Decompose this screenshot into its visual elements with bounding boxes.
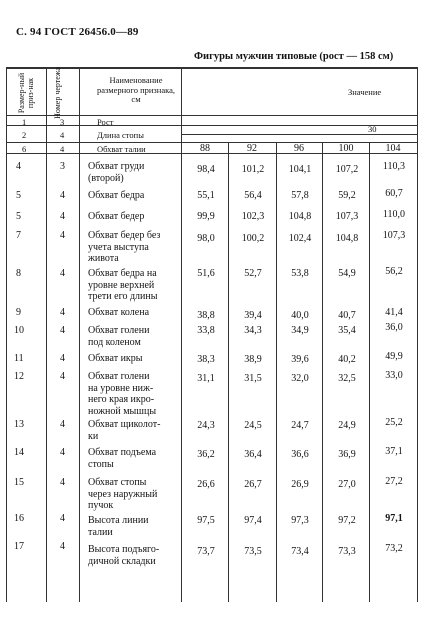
- cell: 35,4: [338, 325, 356, 336]
- cell: 24,7: [291, 420, 309, 431]
- cell: 41,4: [385, 307, 403, 318]
- cell: 26,9: [291, 479, 309, 490]
- row-name: Обхват бедра на уровне верхней трети его длины: [88, 268, 158, 302]
- row-figure: 4: [60, 307, 65, 318]
- cell: 59,2: [338, 190, 356, 201]
- cell: 56,4: [244, 190, 262, 201]
- row-index: 13: [14, 419, 24, 430]
- head-figure: Номер чертежа: [53, 67, 62, 119]
- waist-size-2: 92: [247, 143, 257, 154]
- column-rule: [46, 67, 47, 602]
- cell: 104,1: [288, 164, 312, 175]
- cell: 52,7: [244, 268, 262, 279]
- row-1-index: 1: [22, 117, 27, 127]
- row-figure: 4: [60, 371, 65, 382]
- cell: 56,2: [385, 266, 403, 277]
- row-name: Обхват бедер: [88, 211, 145, 222]
- column-rule: [322, 142, 323, 602]
- cell: 33,0: [385, 370, 403, 381]
- cell: 100,2: [241, 233, 265, 244]
- row-rule: [6, 125, 418, 126]
- row-name: Высота линии талии: [88, 515, 149, 538]
- cell: 51,6: [197, 268, 215, 279]
- column-rule: [181, 67, 182, 602]
- row-index: 11: [14, 353, 24, 364]
- cell: 38,3: [197, 354, 215, 365]
- row-index: 5: [16, 190, 21, 201]
- cell: 73,2: [385, 543, 403, 554]
- cell: 40,0: [291, 310, 309, 321]
- cell: 98,0: [197, 233, 215, 244]
- cell: 97,5: [197, 515, 215, 526]
- cell: 110,3: [382, 161, 406, 172]
- cell: 36,0: [385, 322, 403, 333]
- row-2-index: 2: [22, 130, 27, 140]
- cell: 73,5: [244, 546, 262, 557]
- row-figure: 4: [60, 353, 65, 364]
- row-name: Обхват икры: [88, 353, 143, 364]
- cell: 107,3: [382, 230, 406, 241]
- column-rule: [228, 142, 229, 602]
- column-rule: [276, 142, 277, 602]
- row-index: 9: [16, 307, 21, 318]
- row-2-figure: 4: [60, 130, 65, 140]
- cell: 27,0: [338, 479, 356, 490]
- row-1-name: Рост: [97, 117, 114, 127]
- cell: 40,7: [338, 310, 356, 321]
- row-figure: 4: [60, 419, 65, 430]
- head-name: Наименование размерного признака, см: [96, 75, 176, 104]
- cell: 39,6: [291, 354, 309, 365]
- row-name: Обхват подъема стопы: [88, 447, 157, 470]
- row-index: 8: [16, 268, 21, 279]
- row-figure: 4: [60, 211, 65, 222]
- row-figure: 4: [60, 190, 65, 201]
- cell: 60,7: [385, 188, 403, 199]
- cell: 36,6: [291, 449, 309, 460]
- cell: 54,9: [338, 268, 356, 279]
- cell: 107,2: [335, 164, 359, 175]
- row-index: 10: [14, 325, 24, 336]
- row-name: Обхват щиколот- ки: [88, 419, 161, 442]
- cell: 25,2: [385, 417, 403, 428]
- cell: 33,8: [197, 325, 215, 336]
- cell: 107,3: [335, 211, 359, 222]
- page-header: С. 94 ГОСТ 26456.0—89: [16, 26, 139, 38]
- row-name: Высота подъяго- дичной складки: [88, 544, 160, 567]
- row-name: Обхват бедра: [88, 190, 145, 201]
- row-name: Обхват бедер без учета выступа живота: [88, 230, 161, 264]
- row-figure: 4: [60, 513, 65, 524]
- row-2-value: 30: [368, 124, 377, 134]
- row-name: Обхват колена: [88, 307, 150, 318]
- cell: 99,9: [197, 211, 215, 222]
- cell: 34,3: [244, 325, 262, 336]
- cell: 98,4: [197, 164, 215, 175]
- cell: 55,1: [197, 190, 215, 201]
- row-2-name: Длина стопы: [97, 130, 144, 140]
- cell: 38,8: [197, 310, 215, 321]
- row-figure: 4: [60, 268, 65, 279]
- cell: 26,6: [197, 479, 215, 490]
- cell: 110,0: [382, 209, 406, 220]
- column-rule: [417, 67, 418, 602]
- waist-size-3: 96: [294, 143, 304, 154]
- cell: 32,0: [291, 373, 309, 384]
- row-index: 15: [14, 477, 24, 488]
- cell: 97,3: [291, 515, 309, 526]
- cell: 36,4: [244, 449, 262, 460]
- row-figure: 4: [60, 230, 65, 241]
- waist-size-4: 100: [338, 143, 354, 154]
- row-name: Обхват голени под коленом: [88, 325, 150, 348]
- cell: 53,8: [291, 268, 309, 279]
- row-figure: 4: [60, 447, 65, 458]
- row-index: 16: [14, 513, 24, 524]
- cell: 104,8: [335, 233, 359, 244]
- column-rule: [79, 67, 80, 602]
- cell: 97,2: [338, 515, 356, 526]
- cell: 97,1: [385, 513, 403, 524]
- row-6-figure: 4: [60, 144, 65, 154]
- cell: 34,9: [291, 325, 309, 336]
- row-6-name: Обхват талии: [97, 144, 146, 154]
- row-1-figure: 3: [60, 117, 65, 127]
- cell: 27,2: [385, 476, 403, 487]
- row-index: 4: [16, 161, 21, 172]
- head-index: Размер-ный приз-нак: [17, 72, 35, 114]
- cell: 104,8: [288, 211, 312, 222]
- row-figure: 4: [60, 325, 65, 336]
- row-index: 17: [14, 541, 24, 552]
- row-name: Обхват голени на уровне ниж- него края икро- ножной мышцы: [88, 371, 157, 417]
- cell: 73,3: [338, 546, 356, 557]
- column-rule: [6, 67, 7, 602]
- cell: 57,8: [291, 190, 309, 201]
- head-value: Значение: [348, 87, 382, 97]
- cell: 40,2: [338, 354, 356, 365]
- waist-size-5: 104: [385, 143, 401, 154]
- cell: 36,9: [338, 449, 356, 460]
- row-index: 12: [14, 371, 24, 382]
- cell: 24,9: [338, 420, 356, 431]
- cell: 102,3: [241, 211, 265, 222]
- row-index: 14: [14, 447, 24, 458]
- cell: 39,4: [244, 310, 262, 321]
- table-caption: Фигуры мужчин типовые (рост — 158 см): [194, 51, 394, 62]
- cell: 37,1: [385, 446, 403, 457]
- cell: 31,1: [197, 373, 215, 384]
- cell: 36,2: [197, 449, 215, 460]
- row-index: 7: [16, 230, 21, 241]
- cell: 102,4: [288, 233, 312, 244]
- waist-size-1: 88: [200, 143, 210, 154]
- cell: 38,9: [244, 354, 262, 365]
- row-figure: 4: [60, 541, 65, 552]
- cell: 31,5: [244, 373, 262, 384]
- row-rule: [181, 134, 418, 135]
- cell: 24,3: [197, 420, 215, 431]
- cell: 49,9: [385, 351, 403, 362]
- cell: 32,5: [338, 373, 356, 384]
- cell: 101,2: [241, 164, 265, 175]
- cell: 73,7: [197, 546, 215, 557]
- row-figure: 4: [60, 477, 65, 488]
- column-rule: [369, 142, 370, 602]
- row-name: Обхват груди (второй): [88, 161, 145, 184]
- cell: 73,4: [291, 546, 309, 557]
- row-index: 5: [16, 211, 21, 222]
- cell: 24,5: [244, 420, 262, 431]
- cell: 26,7: [244, 479, 262, 490]
- row-name: Обхват стопы через наружный пучок: [88, 477, 158, 511]
- cell: 97,4: [244, 515, 262, 526]
- row-6-index: 6: [22, 144, 27, 154]
- row-figure: 3: [60, 161, 65, 172]
